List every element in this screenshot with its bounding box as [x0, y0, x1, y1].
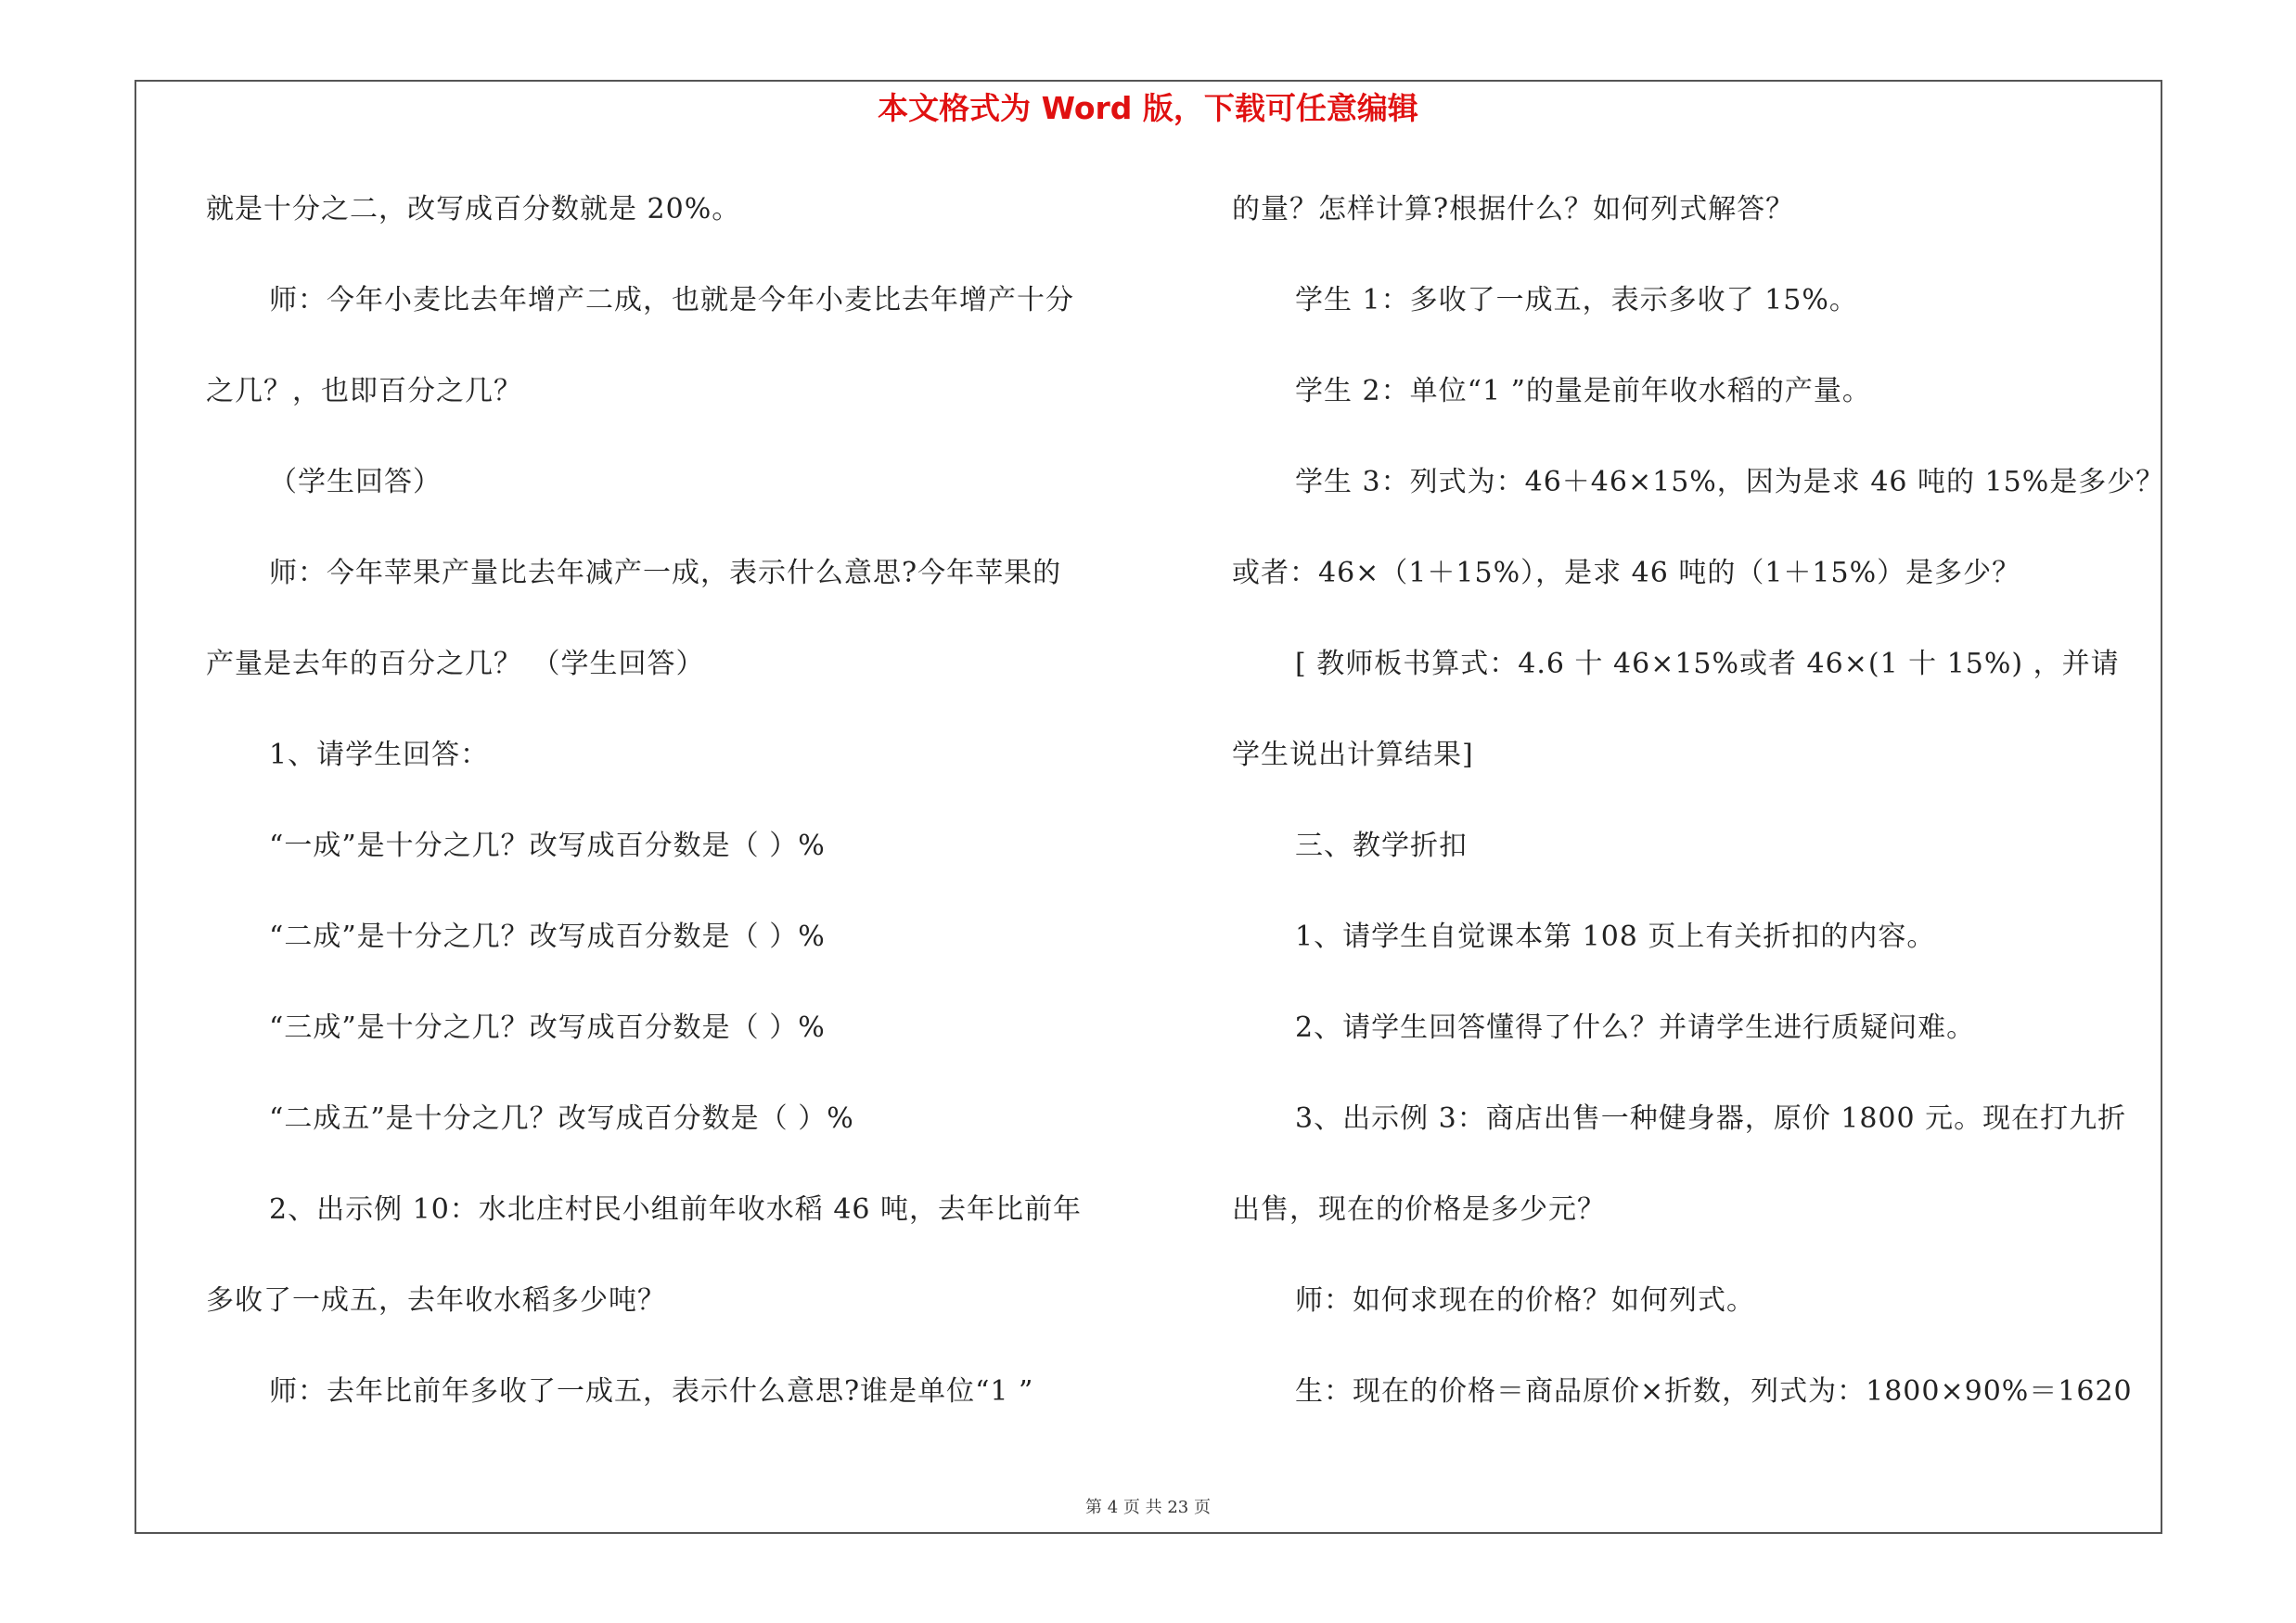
text-line: 生：现在的价格＝商品原价×折数，列式为：1800×90%＝1620	[1295, 1375, 2133, 1408]
right-column	[1232, 182, 2165, 1455]
text-line: 产量是去年的百分之几？ （学生回答）	[206, 648, 705, 680]
text-line: “二成”是十分之几？改写成百分数是（ ）%	[269, 921, 826, 953]
text-line: 1、请学生自觉课本第 108 页上有关折扣的内容。	[1295, 921, 1936, 953]
text-line: 学生 2：单位“1 ”的量是前年收水稻的产量。	[1295, 375, 1871, 407]
text-line: 或者：46×（1＋15%），是求 46 吨的（1＋15%）是多少？	[1232, 557, 2021, 589]
text-line: “三成”是十分之几？改写成百分数是（ ）%	[269, 1011, 826, 1044]
text-line: 多收了一成五，去年收水稻多少吨？	[206, 1284, 666, 1317]
text-line: 师：去年比前年多收了一成五，表示什么意思?谁是单位“1 ”	[269, 1375, 1034, 1408]
page-number-footer: 第 4 页 共 23 页	[1085, 1498, 1211, 1517]
text-line: 3、出示例 3：商店出售一种健身器，原价 1800 元。现在打九折	[1295, 1102, 2127, 1135]
text-line: [ 教师板书算式：4.6 十 46×15%或者 46×(1 十 15%) ，并请	[1295, 648, 2120, 680]
left-column	[206, 182, 1152, 1455]
text-line: “一成”是十分之几？改写成百分数是（ ）%	[269, 830, 826, 862]
text-line: 2、出示例 10：水北庄村民小组前年收水稻 46 吨，去年比前年	[269, 1193, 1083, 1226]
text-line: 2、请学生回答懂得了什么？并请学生进行质疑问难。	[1295, 1011, 1976, 1044]
text-line: 1、请学生回答：	[269, 739, 490, 771]
text-line: 师：今年苹果产量比去年减产一成，表示什么意思?今年苹果的	[269, 557, 1062, 589]
text-line: 之几？，也即百分之几？	[206, 375, 522, 407]
text-line: 师：今年小麦比去年增产二成，也就是今年小麦比去年增产十分	[269, 284, 1074, 316]
text-line: 学生 1：多收了一成五，表示多收了 15%。	[1295, 284, 1858, 316]
text-line: 的量？怎样计算?根据什么？如何列式解答？	[1232, 193, 1795, 225]
text-line: 学生 3：列式为：46＋46×15%，因为是求 46 吨的 15%是多少？	[1295, 466, 2165, 498]
format-banner: 本文格式为 Word 版，下载可任意编辑	[878, 90, 1418, 126]
text-line: （学生回答）	[269, 466, 442, 498]
text-line: 学生说出计算结果]	[1232, 739, 1474, 771]
text-line: 出售，现在的价格是多少元？	[1232, 1193, 1606, 1226]
text-line: 三、教学折扣	[1295, 830, 1468, 862]
text-line: 就是十分之二，改写成百分数就是 20%。	[206, 193, 741, 225]
text-line: 师：如何求现在的价格？如何列式。	[1295, 1284, 1755, 1317]
text-line: “二成五”是十分之几？改写成百分数是（ ）%	[269, 1102, 854, 1135]
